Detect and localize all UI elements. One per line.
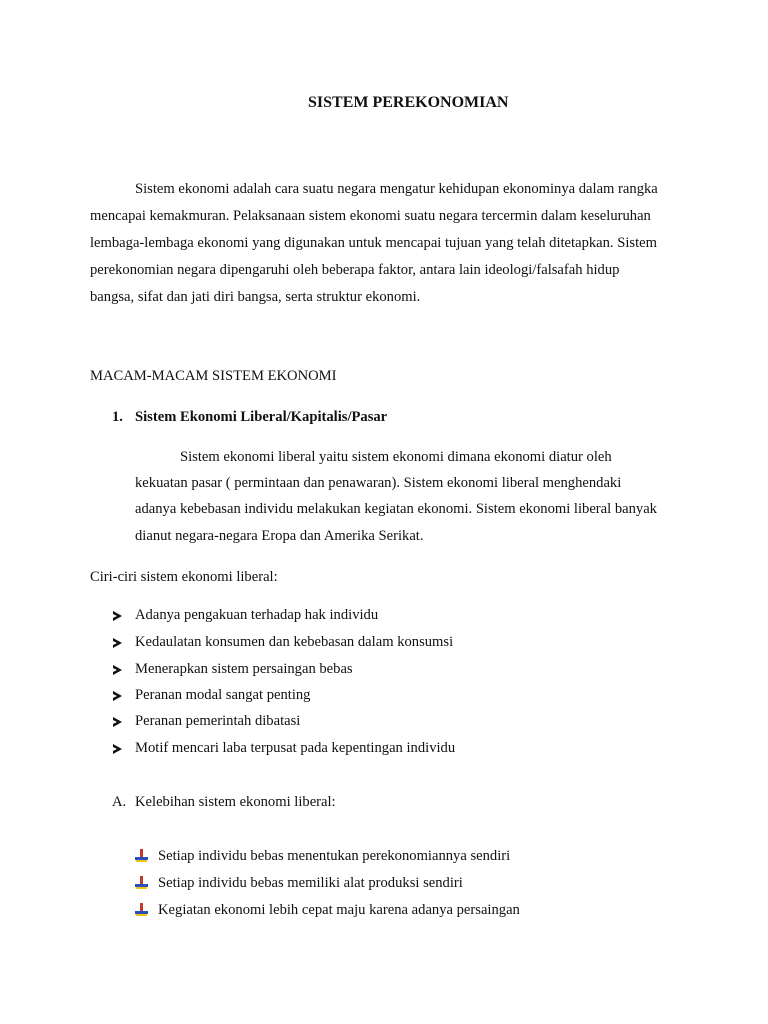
arrow-bullet-icon <box>113 638 122 648</box>
ciri-list-item: Menerapkan sistem persaingan bebas <box>135 661 353 677</box>
intro-line: Sistem ekonomi adalah cara suatu negara mengatur kehidupan ekonominya dalam rangka <box>135 181 658 197</box>
ciri-heading: Ciri-ciri sistem ekonomi liberal: <box>90 569 278 585</box>
kelebihan-list-item: Setiap individu bebas memiliki alat produksi sendiri <box>158 875 463 891</box>
kelebihan-list-item: Setiap individu bebas menentukan perekonomiannya sendiri <box>158 848 511 864</box>
intro-line: mencapai kemakmuran. Pelaksanaan sistem ekonomi suatu negara tercermin dalam keseluruhan <box>90 208 651 224</box>
sub-heading: Kelebihan sistem ekonomi liberal: <box>135 794 336 810</box>
pushpin-bullet-icon <box>134 876 150 890</box>
ciri-list-item: Peranan modal sangat penting <box>135 687 311 703</box>
intro-line: bangsa, sifat dan jati diri bangsa, serta struktur ekonomi. <box>90 289 421 305</box>
ciri-list-item: Adanya pengakuan terhadap hak individu <box>135 607 379 623</box>
item-body-line: dianut negara-negara Eropa dan Amerika Serikat. <box>135 528 424 544</box>
item-number: 1. <box>112 409 123 425</box>
arrow-bullet-icon <box>113 691 122 701</box>
ciri-list-item: Motif mencari laba terpusat pada kepentingan individu <box>135 740 456 756</box>
arrow-bullet-icon <box>113 611 122 621</box>
ciri-list-item: Kedaulatan konsumen dan kebebasan dalam konsumsi <box>135 634 454 650</box>
arrow-bullet-icon <box>113 665 122 675</box>
intro-line: perekonomian negara dipengaruhi oleh beberapa faktor, antara lain ideologi/falsafah hidup <box>90 262 620 278</box>
kelebihan-list-item: Kegiatan ekonomi lebih cepat maju karena adanya persaingan <box>158 902 520 918</box>
pushpin-bullet-icon <box>134 903 150 917</box>
section-heading: MACAM-MACAM SISTEM EKONOMI <box>90 368 337 384</box>
arrow-bullet-icon <box>113 744 122 754</box>
ciri-list-item: Peranan pemerintah dibatasi <box>135 713 301 729</box>
intro-line: lembaga-lembaga ekonomi yang digunakan untuk mencapai tujuan yang telah ditetapkan. Sistem <box>90 235 657 251</box>
pushpin-bullet-icon <box>134 849 150 863</box>
item-body-line: kekuatan pasar ( permintaan dan penawaran). Sistem ekonomi liberal menghendaki <box>135 475 622 491</box>
item-body-line: adanya kebebasan individu melakukan kegiatan ekonomi. Sistem ekonomi liberal banyak <box>135 501 657 517</box>
item-heading: Sistem Ekonomi Liberal/Kapitalis/Pasar <box>135 409 388 425</box>
document-title: SISTEM PEREKONOMIAN <box>308 94 509 111</box>
sub-letter: A. <box>112 794 127 810</box>
arrow-bullet-icon <box>113 717 122 727</box>
item-body-line: Sistem ekonomi liberal yaitu sistem ekonomi dimana ekonomi diatur oleh <box>180 449 612 465</box>
